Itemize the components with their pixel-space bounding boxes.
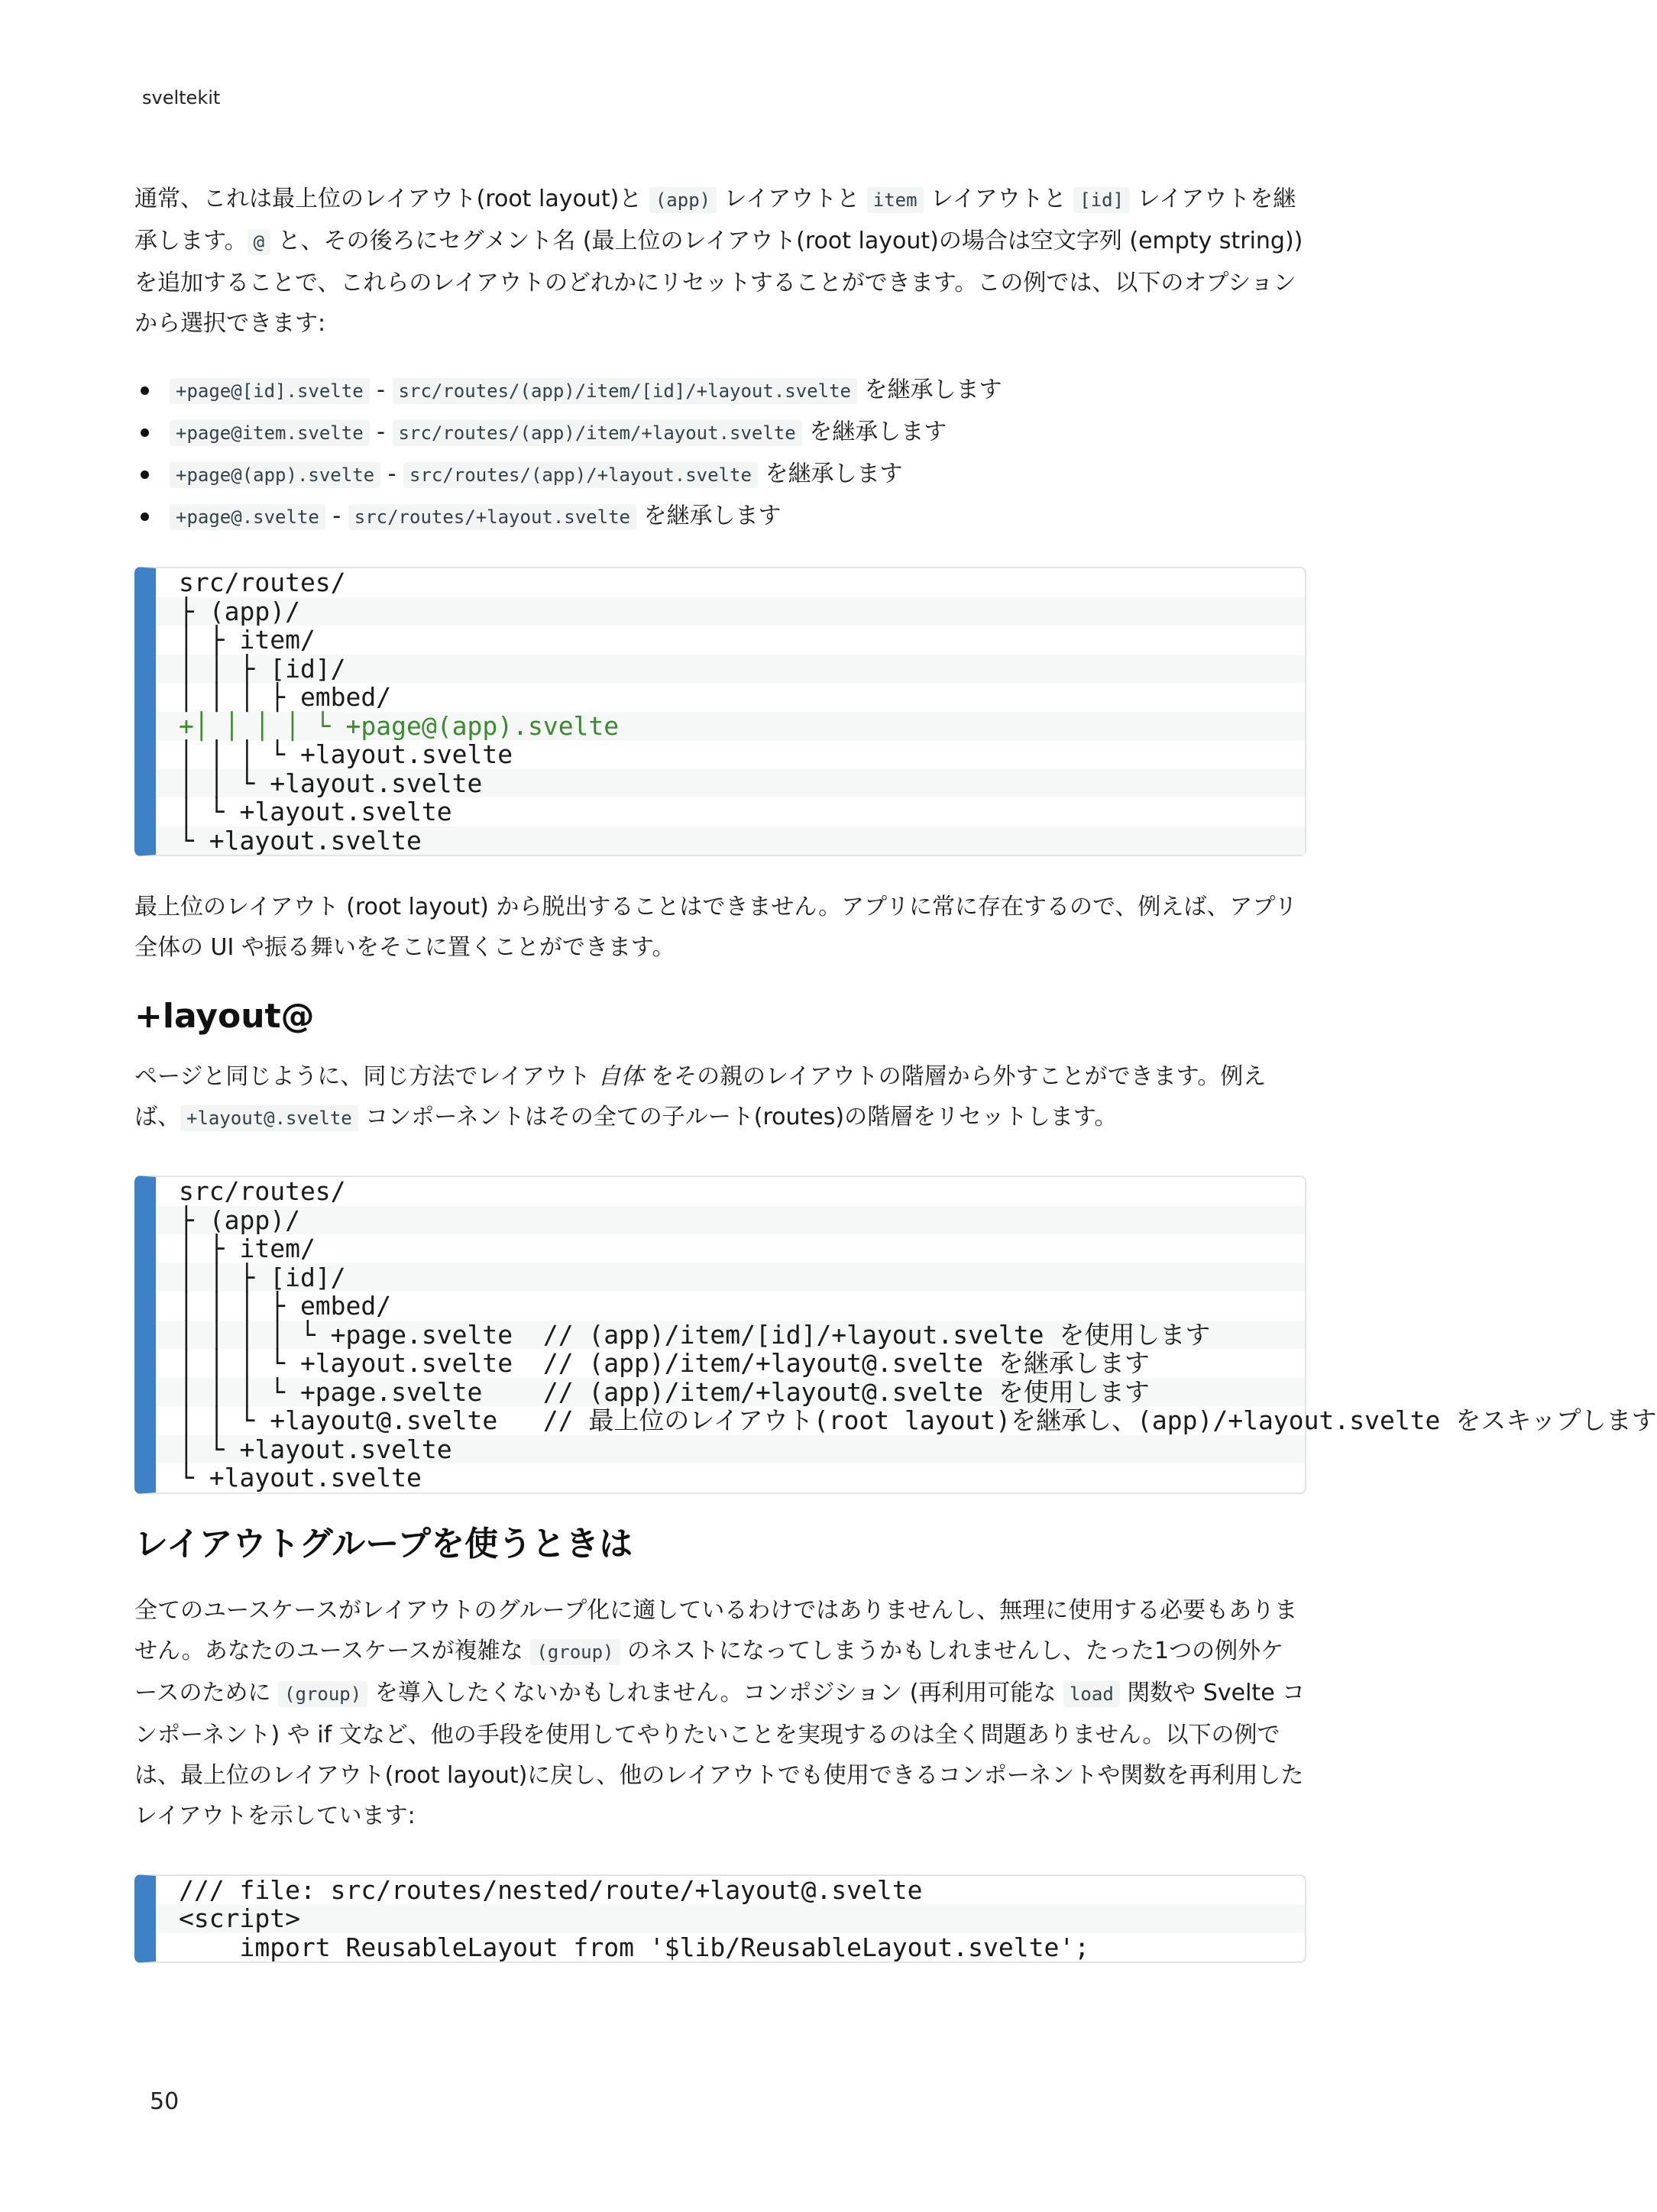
inline-code: src/routes/(app)/item/[id]/+layout.svelte: [393, 378, 857, 404]
code-line: ├ (app)/: [156, 597, 1305, 626]
list-item: [134, 454, 1306, 496]
text: -: [380, 461, 403, 487]
section-heading-layout-at: +layout@: [134, 997, 315, 1036]
code-line: /// file: src/routes/nested/route/+layout@.svelte: [179, 1874, 923, 1905]
text: -: [325, 503, 348, 529]
inline-code: [id]: [1073, 187, 1130, 213]
text: を継承します: [856, 377, 1002, 403]
text: レイアウトと: [923, 186, 1074, 212]
text: 通常、これは最上位のレイアウト(root layout)と: [134, 186, 649, 212]
list-item: [134, 496, 1306, 538]
code-block-example: [134, 1874, 1306, 1964]
inline-code: (group): [530, 1639, 620, 1665]
code-line: src/routes/: [179, 1176, 346, 1206]
inline-code: +page@(app).svelte: [170, 462, 380, 488]
running-header: sveltekit: [142, 87, 221, 108]
code-line: <script>: [156, 1904, 1305, 1933]
code-block-tree-2: [134, 1176, 1657, 1494]
code-line: │ │ └ +layout.svelte: [156, 769, 1305, 798]
option-list: [134, 370, 1306, 538]
code-line: │ └ +layout.svelte: [156, 1435, 1305, 1464]
code-line: │ ├ item/: [179, 625, 316, 655]
code-line: │ ├ item/: [179, 1234, 316, 1263]
text: のネストになってしまうかもしれませんし、たった1つの例外ケースのために: [134, 1637, 1284, 1706]
text: と、その後ろにセグメント名 (最上位のレイアウト(root layout)の場合は空文字列 (empty string)) を追加することで、これらのレイアウトのどれかにリセットすることができます。この例では、以下のオプションから選択できます:: [134, 228, 1303, 337]
text: -: [369, 377, 393, 403]
code-line: │ └ +layout.svelte: [179, 797, 452, 826]
root-layout-paragraph: 最上位のレイアウト (root layout) から脱出することはできません。アプリに常に存在するので、例えば、アプリ全体の UI や振る舞いをそこに置くことができます。: [134, 894, 1298, 961]
text: -: [369, 419, 393, 445]
code-line: │ │ ├ [id]/: [156, 655, 1305, 684]
inline-code: item: [867, 187, 924, 213]
inline-code: (group): [278, 1681, 367, 1707]
code-line: ├ (app)/: [156, 1206, 1305, 1235]
list-item: [134, 370, 1306, 412]
page-number: 50: [150, 2088, 180, 2115]
inline-code: load: [1063, 1681, 1120, 1707]
text: をその親のレイアウトの階層から外すことができます。例えば、: [134, 1063, 1267, 1130]
list-item: [134, 412, 1306, 454]
inline-code: +page@.svelte: [170, 504, 325, 530]
layout-groups-paragraph: [134, 1590, 1306, 1836]
layout-at-paragraph: [134, 1056, 1306, 1139]
code-line: │ │ ├ [id]/: [156, 1263, 1305, 1292]
text: を継承します: [801, 419, 947, 445]
intro-paragraph: [134, 179, 1306, 344]
text: を継承します: [757, 461, 903, 487]
inline-code: +page@item.svelte: [170, 420, 370, 446]
text: レイアウトを継承します。: [134, 186, 1296, 254]
code-line: │ │ │ └ +page.svelte // (app)/item/+layout@.svelte を使用します: [156, 1378, 1305, 1407]
code-line: │ │ └ +layout@.svelte // 最上位のレイアウト(root layout)を継承し、(app)/+layout.svelte をスキップします: [179, 1405, 1657, 1435]
text: 関数や Svelte コンポーネント) や if 文など、他の手段を使用してやりたいことを実現するのは全く問題ありません。以下の例では、最上位のレイアウト(root layout)に戻し、他のレイアウトでも使用できるコンポーネントや関数を再利用したレイアウトを示しています:: [134, 1679, 1306, 1829]
code-line: import ReusableLayout from '$lib/ReusableLayout.svelte';: [179, 1932, 1090, 1962]
code-line: │ │ │ │ └ +page.svelte // (app)/item/[id]/+layout.svelte を使用します: [156, 1321, 1305, 1350]
code-line: │ │ │ ├ embed/: [179, 682, 392, 712]
inline-code: +page@[id].svelte: [170, 378, 370, 404]
inline-code: (app): [649, 187, 717, 213]
inline-code: src/routes/(app)/+layout.svelte: [403, 462, 758, 488]
inline-code: @: [248, 229, 270, 255]
code-line: └ +layout.svelte: [179, 1463, 422, 1492]
text: を導入したくないかもしれません。コンポジション (再利用可能な: [367, 1679, 1063, 1706]
inline-code: src/routes/(app)/item/+layout.svelte: [393, 420, 802, 446]
inline-code: src/routes/+layout.svelte: [348, 504, 636, 530]
code-line-added: +│ │ │ │ └ +page@(app).svelte: [156, 712, 1305, 741]
code-line: │ │ │ └ +layout.svelte // (app)/item/+layout@.svelte を継承します: [179, 1348, 1150, 1378]
code-block-tree-1: [134, 567, 1306, 856]
document-body: [134, 179, 1657, 1963]
text: を継承します: [636, 503, 782, 529]
section-heading-layout-groups: レイアウトグループを使うときは: [134, 1524, 633, 1564]
emphasis: 自体: [597, 1063, 644, 1090]
code-line: └ +layout.svelte: [156, 826, 1305, 855]
inline-code: +layout@.svelte: [180, 1105, 358, 1131]
code-line: │ │ │ ├ embed/: [179, 1291, 392, 1321]
code-line: src/routes/: [179, 568, 346, 597]
text: コンポーネントはその全ての子ルート(routes)の階層をリセットします。: [358, 1104, 1118, 1130]
code-line: │ │ │ └ +layout.svelte: [179, 739, 513, 769]
text: レイアウトと: [717, 186, 867, 212]
text: ページと同じように、同じ方法でレイアウト: [134, 1063, 598, 1090]
text: 全てのユースケースがレイアウトのグループ化に適しているわけではありませんし、無理に使用する必要もありません。あなたのユースケースが複雑な: [134, 1596, 1298, 1664]
